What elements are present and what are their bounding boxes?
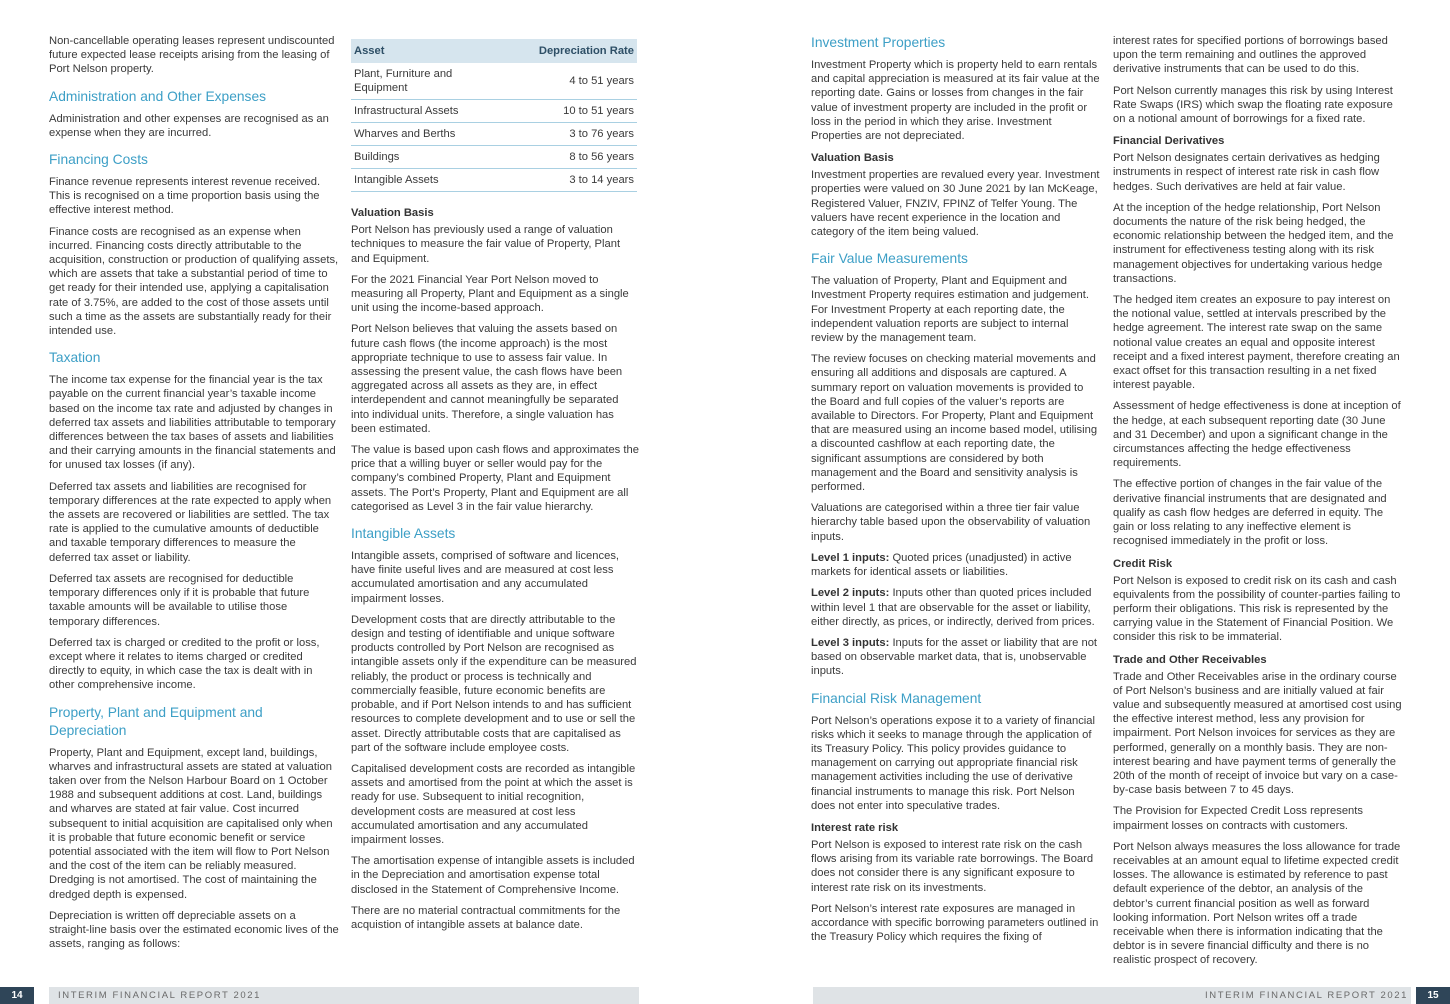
- level-2-paragraph: [811, 586, 1100, 629]
- level-2-label: Level 2 inputs:: [811, 587, 890, 600]
- level-1-label: Level 1 inputs:: [811, 551, 890, 564]
- table-cell-asset: Infrastructural Assets: [351, 100, 477, 123]
- paragraph: Assessment of hedge effectiveness is done at inception of the hedge, at each subsequent reporting date (30 June and 31 December) and upon a significant change in the circumstances affecting the hedge effectiveness requirements.: [1113, 400, 1401, 470]
- paragraph: Port Nelson’s interest rate exposures are managed in accordance with specific borrowing parameters outlined in the Treasury Policy which requires the fixing of: [811, 902, 1099, 944]
- paragraph: Port Nelson believes that valuing the assets based on future cash flows (the income approach) is the most appropriate technique to use to assess fair value. In assessing the present value, the cash flows have been aggregated across all assets as they are, in effect interdependent and cannot meaningfully be separated into individual units. Therefore, a single valuation has been estimated.: [351, 323, 623, 435]
- paragraph: Investment Property which is property held to earn rentals and capital appreciation is measured at its fair value at the reporting date. Gains or losses from changes in the fair value of investment property are included in the profit or loss in the period in which they arise. Investment Properties are not depreciated.: [811, 59, 1100, 143]
- column-1: [49, 34, 339, 958]
- subheading-interest-rate-risk: Interest rate risk: [811, 821, 899, 834]
- paragraph: Port Nelson is exposed to credit risk on its cash and cash equivalents from the possibility of counter-parties failing to perform their obligations. This risk is represented by the carrying value in the Statement of Financial Position. We consider this risk to be immaterial.: [1113, 574, 1401, 644]
- paragraph: The value is based upon cash flows and approximates the price that a willing buyer or seller would pay for the company’s combined Property, Plant and Equipment assets. The Port’s Property, Plant and Equipment are all categorised as Level 3 in the fair value hierarchy.: [351, 444, 639, 513]
- paragraph: For the 2021 Financial Year Port Nelson moved to measuring all Property, Plant and Equipment as a single unit using the income-based approach.: [351, 273, 629, 315]
- table-row: [351, 169, 637, 192]
- level-3-label: Level 3 inputs:: [811, 636, 890, 649]
- table-row: [351, 123, 637, 146]
- footer-title-right: INTERIM FINANCIAL REPORT 2021: [1205, 990, 1409, 1001]
- subheading-trade-receivables: Trade and Other Receivables: [1113, 653, 1267, 666]
- paragraph: Capitalised development costs are recorded as intangible assets and amortised from the point at which the asset is ready for use. Subsequent to initial recognition, development costs are measured at cost less accumulated amortisation and any accumulated impairment losses.: [351, 762, 636, 846]
- subheading-financial-derivatives: Financial Derivatives: [1113, 135, 1225, 148]
- paragraph: Finance revenue represents interest revenue received. This is recognised on a time proportion basis using the effective interest method.: [49, 176, 321, 217]
- heading-investment-properties: Investment Properties: [811, 35, 946, 50]
- paragraph: interest rates for specified portions of borrowings based upon the term remaining and outlines the approved derivative instruments that can be used to do this.: [1113, 35, 1388, 76]
- subheading-credit-risk: Credit Risk: [1113, 557, 1173, 570]
- paragraph: Port Nelson currently manages this risk by using Interest Rate Swaps (IRS) which swap the floating rate exposure on a notional amount of borrowings for a fixed rate.: [1113, 84, 1393, 126]
- table-row: [351, 63, 637, 100]
- footer-title-left: INTERIM FINANCIAL REPORT 2021: [58, 990, 262, 1001]
- level-2-text: Inputs other than quoted prices included within level 1 that are observable for the asset or liability, either directly, as prices, or indirectly, derived from prices.: [811, 587, 1095, 628]
- table-cell-rate: 3 to 14 years: [477, 169, 637, 192]
- heading-financial-risk: Financial Risk Management: [811, 690, 982, 706]
- paragraph: Investment properties are revalued every year. Investment properties were valued on 30 June 2021 by Ian McKeage, Registered Valuer, FNZIV, FPINZ of Telfer Young. The valuers have recent experience in the location and category of the item being valued.: [811, 169, 1100, 239]
- page-number-left: 14: [0, 987, 34, 1004]
- paragraph: Port Nelson designates certain derivatives as hedging instruments in respect of interest rate risk in cash flow hedges. Such derivatives are held at fair value.: [1113, 152, 1380, 193]
- level-3-paragraph: [811, 636, 1100, 679]
- subheading-valuation-basis: Valuation Basis: [811, 152, 894, 165]
- paragraph: Port Nelson is exposed to interest rate risk on the cash flows arising from its variable rate borrowings. The Board does not consider there is any significant exposure to interest rate risk on its investments.: [811, 838, 1094, 894]
- paragraph: Deferred tax assets are recognised for deductible temporary differences only if it is probable that future taxable amounts will be available to utilise those temporary differences.: [49, 572, 310, 628]
- column-2: [351, 34, 639, 939]
- paragraph: Trade and Other Receivables arise in the ordinary course of Port Nelson’s business and are initially valued at fair value and subsequently measured at amortised cost using the effective interest method, less any provision for impairment. Port Nelson invoices for services as they are performed, generally on a monthly basis. They are non-interest bearing and have payment terms of generally the 20th of the month of receipt of invoice but vary on a case-by-case basis between 7 to 45 days.: [1113, 670, 1402, 797]
- paragraph: Valuations are categorised within a three tier fair value hierarchy table based upon the observability of valuation inputs.: [811, 502, 1091, 543]
- paragraph: There are no material contractual commitments for the acquistion of intangible assets at balance date.: [351, 904, 621, 931]
- paragraph: Port Nelson’s operations expose it to a variety of financial risks which it seeks to manage through the application of its Treasury Policy. This policy provides guidance to management on carrying out appropriate financial risk management activities including the use of derivative financial instruments to manage this risk. Port Nelson does not enter into speculative trades.: [811, 714, 1095, 812]
- heading-ppe-depreciation: Property, Plant and Equipment and Depreciation: [49, 704, 263, 738]
- paragraph: Port Nelson always measures the loss allowance for trade receivables at an amount equal to lifetime expected credit losses. The allowance is estimated by reference to past default experience of the debtor, an analysis of the debtor’s current financial position as well as forward looking information. Port Nelson writes off a trade receivable when there is information indicating that the debtor is in severe financial difficulty and there is no realistic prospect of recovery.: [1113, 840, 1401, 967]
- table-cell-rate: 4 to 51 years: [477, 63, 637, 100]
- column-3: [811, 30, 1100, 951]
- table-header-row: [351, 39, 637, 63]
- paragraph: The effective portion of changes in the fair value of the derivative financial instruments that are designated and qualify as cash flow hedges are deferred in equity. The gain or loss relating to any ineffective element is recognised immediately in the profit or loss.: [1113, 478, 1387, 548]
- paragraph: The hedged item creates an exposure to pay interest on the notional value, settled at intervals prescribed by the hedge agreement. The interest rate swap on the same notional value creates an equal and opposite interest receipt and a fixed interest payment, therefore creating an exact offset for this transaction resulting in a net fixed interest payable.: [1113, 294, 1400, 392]
- paragraph: The valuation of Property, Plant and Equipment and Investment Property requires estimation and judgement. For Investment Property at each reporting date, the independent valuation reports are subject to internal review by the management team.: [811, 275, 1089, 345]
- table-row: [351, 100, 637, 123]
- depreciation-table: [351, 39, 637, 192]
- paragraph: Depreciation is written off depreciable assets on a straight-line basis over the estimated economic lives of the assets, ranging as follows:: [49, 909, 339, 951]
- heading-taxation: Taxation: [49, 350, 101, 366]
- paragraph: Administration and other expenses are recognised as an expense when they are incurred.: [49, 112, 329, 139]
- table-cell-asset: Intangible Assets: [351, 169, 477, 192]
- heading-admin-expenses: Administration and Other Expenses: [49, 88, 267, 104]
- table-row: [351, 146, 637, 169]
- paragraph: Development costs that are directly attributable to the design and testing of identifiable and unique software products controlled by Port Nelson are recognised as intangible assets only if the expenditure can be measured reliably, the product or process is technically and commercially feasible, future economic benefits are probable, and if Port Nelson intends to and has sufficient resources to complete development and to use or sell the asset. Directly attributable costs that are capitalised as part of the software include employee costs.: [351, 613, 637, 754]
- paragraph: Finance costs are recognised as an expense when incurred. Financing costs directly attributable to the acquisition, construction or production of qualifying assets, which are assets that take a substantial period of time to get ready for their intended use, applying a capitalisation rate of 3.75%, are added to the cost of those assets until such a time as the assets are substantially ready for their intended use.: [49, 225, 339, 338]
- paragraph: The amortisation expense of intangible assets is included in the Depreciation and amortisation expense total disclosed in the Statement of Comprehensive Income.: [351, 855, 635, 896]
- table-cell-rate: 3 to 76 years: [477, 123, 637, 146]
- paragraph: Deferred tax assets and liabilities are recognised for temporary differences at the rate expected to apply when the assets are recovered or liabilities are settled. The tax rate is applied to the cumulative amounts of deductible and taxable temporary differences to measure the deferred tax asset or liability.: [49, 480, 332, 564]
- paragraph: The income tax expense for the financial year is the tax payable on the current financial year’s taxable income based on the income tax rate and adjusted by changes in deferred tax assets and liabilities attributable to temporary differences between the tax bases of assets and liabilities and their carrying amounts in the financial statements and for unused tax losses (if any).: [49, 374, 336, 472]
- paragraph: The Provision for Expected Credit Loss represents impairment losses on contracts with customers.: [1113, 805, 1363, 832]
- level-3-text: Inputs for the asset or liability that are not based on observable market data, that is, unobservable inputs.: [811, 636, 1098, 678]
- heading-financing-costs: Financing Costs: [49, 152, 148, 168]
- table-header-rate: Depreciation Rate: [477, 39, 637, 63]
- table-cell-asset: Plant, Furniture and Equipment: [351, 63, 477, 100]
- paragraph: Intangible assets, comprised of software and licences, have finite useful lives and are measured at cost less accumulated amortisation and any accumulated impairment losses.: [351, 550, 620, 605]
- level-1-text: Quoted prices (unadjusted) in active markets for identical assets or liabilities.: [811, 551, 1072, 579]
- paragraph: At the inception of the hedge relationship, Port Nelson documents the nature of the risk being hedged, the economic relationship between the hedged item, and the instrument for effectiveness testing along with its risk management objectives for undertaking various hedge transactions.: [1113, 201, 1394, 285]
- table-cell-asset: Buildings: [351, 146, 477, 169]
- subheading-valuation-basis: Valuation Basis: [351, 207, 434, 220]
- table-header-asset: Asset: [351, 39, 477, 63]
- paragraph: Port Nelson has previously used a range of valuation techniques to measure the fair value of Property, Plant and Equipment.: [351, 224, 621, 265]
- table-cell-rate: 8 to 56 years: [477, 146, 637, 169]
- heading-fair-value: Fair Value Measurements: [811, 251, 968, 267]
- paragraph: The review focuses on checking material movements and ensuring all additions and disposals are captured. A summary report on valuation movements is provided to the Board and full copies of the valuer’s reports are available to Directors. For Property, Plant and Equipment that are measured using an income based model, utilising a discounted cashflow at each reporting date, the significant assumptions are considered by both management and the Board and sensitivity analysis is performed.: [811, 353, 1098, 494]
- page-number-right: 15: [1416, 987, 1450, 1004]
- table-cell-asset: Wharves and Berths: [351, 123, 477, 146]
- table-cell-rate: 10 to 51 years: [477, 100, 637, 123]
- level-1-paragraph: [811, 551, 1100, 579]
- paragraph: Property, Plant and Equipment, except land, buildings, wharves and infrastructural assets are stated at valuation taken over from the Nelson Harbour Board on 1 October 1988 and subsequent additions at cost. Land, buildings and wharves are stated at fair value. Cost incurred subsequent to initial acquisition are capitalised only when it is probable that future economic benefit or service potential associated with the item will flow to Port Nelson and the cost of the item can be reliably measured. Dredging is not amortised. The cost of maintaining the dredged depth is expensed.: [49, 746, 333, 901]
- column-4: [1113, 34, 1403, 975]
- paragraph: Non-cancellable operating leases represent undiscounted future expected lease receipts arising from the leasing of Port Nelson property.: [49, 35, 335, 76]
- heading-intangible-assets: Intangible Assets: [351, 526, 456, 542]
- paragraph: Deferred tax is charged or credited to the profit or loss, except where it relates to items charged or credited directly to equity, in which case the tax is dealt with in other comprehensive income.: [49, 636, 320, 692]
